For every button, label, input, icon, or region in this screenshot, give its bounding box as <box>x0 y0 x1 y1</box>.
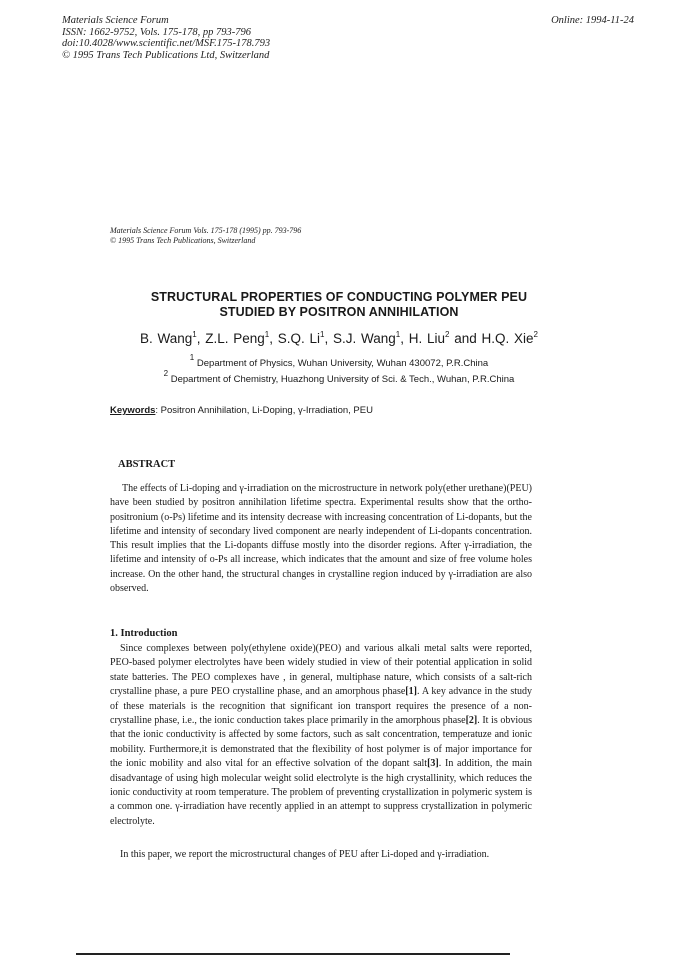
copyright-line: © 1995 Trans Tech Publications Ltd, Switzerland <box>62 49 270 61</box>
author-separator: , <box>196 331 206 346</box>
author-separator: , <box>269 331 278 346</box>
author-affiliation-mark: 1 <box>264 330 270 339</box>
title-line-2: STUDIED BY POSITRON ANNIHILATION <box>219 305 459 319</box>
issn-line: ISSN: 1662-9752, Vols. 175-178, pp 793-796 <box>62 26 251 38</box>
affiliation-mark: 1 <box>189 353 195 362</box>
intro-text: Since complexes between poly(ethylene oxide)(PEO) and various alkali metal salts were reported, PEO-based polymer electrolytes have been widely studied in view of their potential application in solid state batteries. The PEO complexes have , in general, multiphase nature, which consists of a salt-rich crystalline phase, a pure PEO crystalline phase, and an amorphous phase <box>110 643 532 698</box>
author-separator: , <box>324 331 333 346</box>
paper-title <box>0 290 678 320</box>
author-name: H.Q. Xie <box>481 331 534 346</box>
keywords-text: : Positron Annihilation, Li-Doping, γ-Irradiation, PEU <box>155 405 373 416</box>
affiliation-mark: 2 <box>163 369 169 378</box>
author-list <box>0 327 678 347</box>
affiliation-text: Department of Physics, Wuhan University, Wuhan 430072, P.R.China <box>196 358 489 369</box>
affiliation-2 <box>0 368 678 386</box>
reference-line-1: Materials Science Forum Vols. 175-178 (1995) pp. 793-796 <box>110 226 302 235</box>
author-separator: and <box>449 331 482 346</box>
footer-rule <box>76 953 510 955</box>
author-name: Z.L. Peng <box>205 331 265 346</box>
reference-line-2: © 1995 Trans Tech Publications, Switzerland <box>110 236 256 245</box>
author-affiliation-mark: 1 <box>192 330 197 339</box>
intro-text: . A key advance in the study of these materials is the recognition that significant ion transport requires the presence of a non-crystalline phase, i.e., the ionic conduction takes place primarily in the amorphous phase <box>110 686 532 727</box>
intro-text: . In addition, the main disadvantage of using high molecular weight solid electrolyte is the high crystallinity, which reduces the ionic conductivity at room temperature. The problem of preventing crystallization in polymeric system is a common one. γ-irradiation have recently applied in an attempt to suppress crystallization in polymeric electrolyte. <box>110 758 532 827</box>
author-affiliation-mark: 1 <box>320 330 325 339</box>
introduction-paragraph-2: In this paper, we report the microstructural changes of PEU after Li-doped and γ-irradiation. <box>120 849 490 860</box>
author-affiliation-mark: 2 <box>533 330 538 339</box>
author-name: H. Liu <box>408 331 446 346</box>
abstract-heading: ABSTRACT <box>118 459 176 470</box>
author-name: B. Wang <box>140 331 193 346</box>
original-reference <box>110 226 301 246</box>
intro-text: . It is obvious that the ionic conductivity is affected by some factors, such as salt concentration, temperatuze and ionic mobility. Furthermore,it is demonstrated that the flexibility of host polymer is of major importance for the ionic mobility and also vital for an effective solvation of the dopant salt <box>110 715 532 770</box>
citation: [3] <box>427 758 439 770</box>
doi-line: doi:10.4028/www.scientific.net/MSF.175-178.793 <box>62 38 271 49</box>
keywords-label: Keywords <box>110 405 156 416</box>
online-date: Online: 1994-11-24 <box>551 15 634 26</box>
keywords <box>110 405 373 416</box>
title-line-1: STRUCTURAL PROPERTIES OF CONDUCTING POLYMER PEU <box>150 290 528 304</box>
author-separator: , <box>400 331 409 346</box>
author-name: S.Q. Li <box>277 331 321 346</box>
affiliation-text: Department of Chemistry, Huazhong University of Sci. & Tech., Wuhan, P.R.China <box>170 374 515 385</box>
introduction-heading: 1. Introduction <box>110 628 178 639</box>
abstract-body: The effects of Li-doping and γ-irradiation on the microstructure in network poly(ether urethane)(PEU) have been studied by positron annihilation lifetime spectra. Experimental results show that the ortho-positronium (o-Ps) lifetime and its intensity decrease with increasing concentration of Li-dopants, but the lifetime and intensity of secondary lived component are nearly independent of Li-dopants concentration. This result implies that the Li-dopants diffuse mostly into the disorder regions. After γ-irradiation, the lifetime and intensity of o-Ps all increase, which indicates that the amount and size of free volume holes increase. On the other hand, the structural changes in crystalline region induced by γ-irradiation are also observed. <box>110 483 532 595</box>
author-name: S.J. Wang <box>333 331 396 346</box>
author-affiliation-mark: 1 <box>395 330 401 339</box>
author-affiliation-mark: 2 <box>445 330 450 339</box>
journal-name: Materials Science Forum <box>62 15 169 26</box>
citation: [1] <box>405 686 417 698</box>
journal-header <box>62 15 270 61</box>
citation: [2] <box>465 715 478 727</box>
introduction-paragraph-1 <box>110 642 532 829</box>
